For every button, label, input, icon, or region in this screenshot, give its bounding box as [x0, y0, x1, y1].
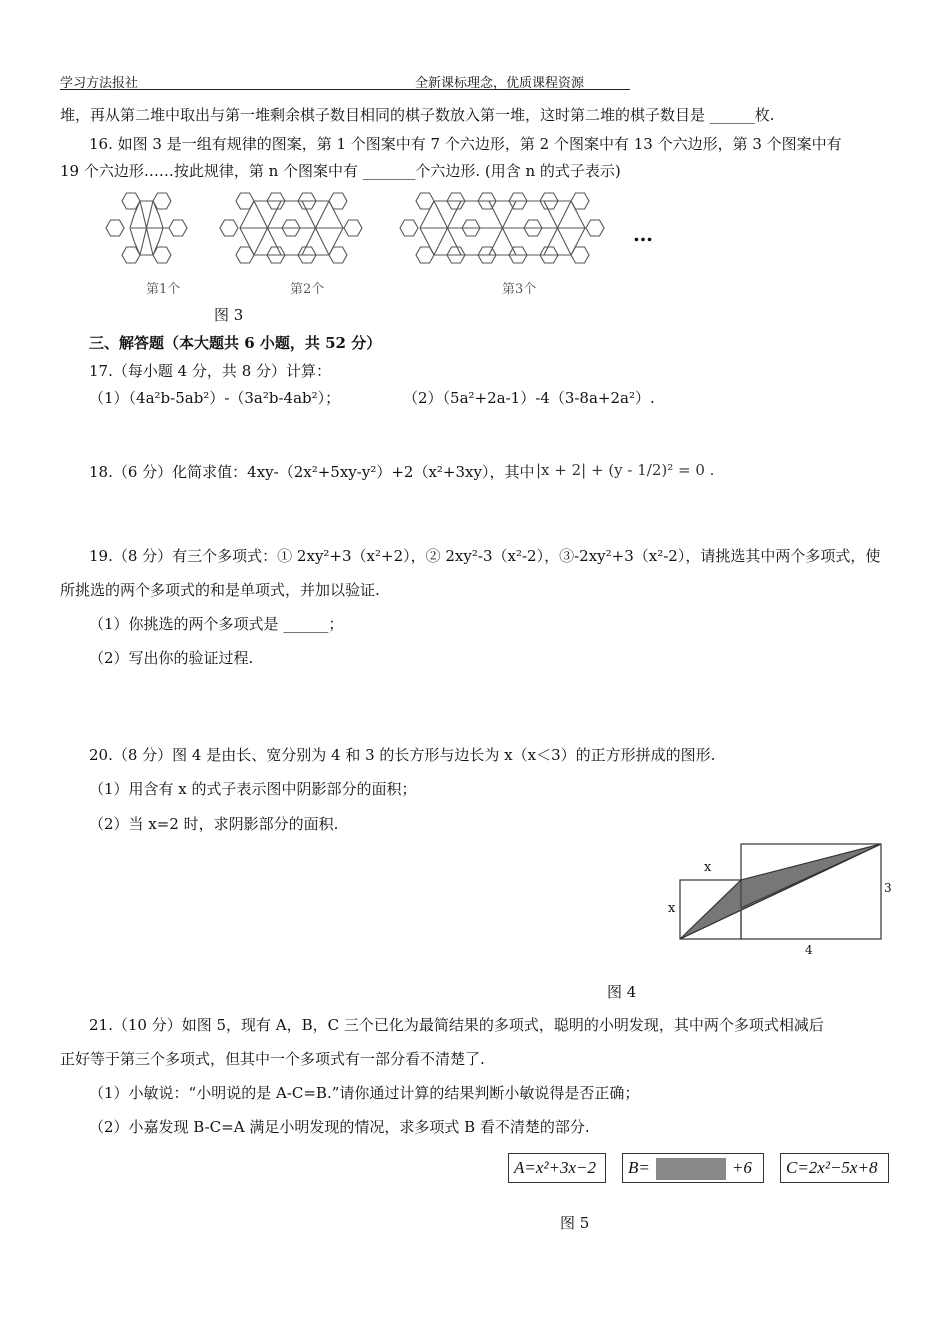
question-16-line-1: 16. 如图 3 是一组有规律的图案，第 1 个图案中有 7 个六边形，第 2 个图案中有 13 个六边形，第 3 个图案中有 [89, 135, 842, 153]
polynomial-a: A=x²+3x−2 [514, 1158, 596, 1177]
question-21-line-1: 21.（10 分）如图 5，现有 A，B，C 三个已化为最简结果的多项式，聪明的小明发现，其中两个多项式相减后 [89, 1016, 824, 1034]
figure-4-diagram [660, 838, 900, 958]
figure-3-hexagon-patterns [95, 183, 665, 293]
question-19-part-1: （1）你挑选的两个多项式是 ______； [89, 615, 344, 633]
question-17-part-1: （1）（4a²b-5ab²）-（3a²b-4ab²）； [89, 389, 341, 407]
question-21-part-1: （1）小敏说：“小明说的是 A-C=B.”请你通过计算的结果判断小敏说得是否正确； [89, 1084, 640, 1102]
figure-3-label-3: 第3个 [502, 282, 537, 297]
question-21-part-2: （2）小嘉发现 B-C=A 满足小明发现的情况，求多项式 B 看不清楚的部分. [89, 1118, 590, 1136]
header-left: 学习方法报社 [60, 76, 139, 91]
pattern-3 [400, 193, 604, 263]
pattern-2 [220, 193, 362, 263]
header-right: 全新课标理念，优质课程资源 [415, 76, 585, 91]
question-19-line-1: 19.（8 分）有三个多项式：① 2xy²+3（x²+2），② 2xy²-3（x²-2），③-2xy²+3（x²-2），请挑选其中两个多项式，使 [89, 547, 881, 565]
figure-3-ellipsis: … [633, 222, 653, 246]
figure-4-label-x-left: x [668, 901, 676, 916]
text-line-1: 堆，再从第二堆中取出与第一堆剩余棋子数目相同的棋子数放入第一堆，这时第二堆的棋子数目是 ______枚. [60, 106, 775, 124]
figure-4-label-4: 4 [805, 943, 813, 957]
pattern-1 [106, 193, 187, 263]
question-18: 18.（6 分）化简求值：4xy-（2x²+5xy-y²）+2（x²+3xy），其中 [89, 463, 535, 481]
obscured-part [656, 1158, 726, 1180]
question-17-part-2: （2）（5a²+2a-1）-4（3-8a+2a²）. [403, 389, 655, 407]
polynomial-c-box [780, 1153, 889, 1183]
header-rule [60, 89, 630, 90]
question-16-line-2: 19 个六边形……按此规律，第 n 个图案中有 _______个六边形. (用含 n 的式子表示) [60, 162, 621, 180]
figure-5-caption: 图 5 [560, 1214, 590, 1232]
question-21-line-2: 正好等于第三个多项式，但其中一个多项式有一部分看不清楚了. [60, 1050, 485, 1068]
polynomial-c: C=2x²−5x+8 [786, 1158, 878, 1177]
polynomial-a-box [508, 1153, 606, 1183]
polynomial-b-prefix: B= [628, 1158, 650, 1177]
polynomial-b-suffix: +6 [731, 1158, 752, 1177]
figure-3-caption: 图 3 [214, 306, 244, 324]
question-17: 17.（每小题 4 分，共 8 分）计算： [89, 362, 332, 380]
figure-4-label-x-top: x [704, 860, 712, 875]
figure-3-label-2: 第2个 [290, 282, 325, 297]
section-3-heading: 三、解答题（本大题共 6 小题，共 52 分） [89, 334, 382, 352]
figure-4-caption: 图 4 [607, 983, 637, 1001]
figure-4-label-3: 3 [884, 881, 892, 895]
question-20: 20.（8 分）图 4 是由长、宽分别为 4 和 3 的长方形与边长为 x（x＜3）的正方形拼成的图形. [89, 746, 716, 764]
question-18-condition: |x + 2| + (y - 1/2)² = 0 . [536, 461, 715, 479]
question-19-part-2: （2）写出你的验证过程. [89, 649, 254, 667]
figure-3-label-1: 第1个 [146, 282, 181, 297]
polynomial-b-box [622, 1153, 764, 1183]
question-20-part-2: （2）当 x=2 时，求阴影部分的面积. [89, 815, 339, 833]
question-20-part-1: （1）用含有 x 的式子表示图中阴影部分的面积； [89, 780, 417, 798]
question-19-line-2: 所挑选的两个多项式的和是单项式，并加以验证. [60, 581, 380, 599]
